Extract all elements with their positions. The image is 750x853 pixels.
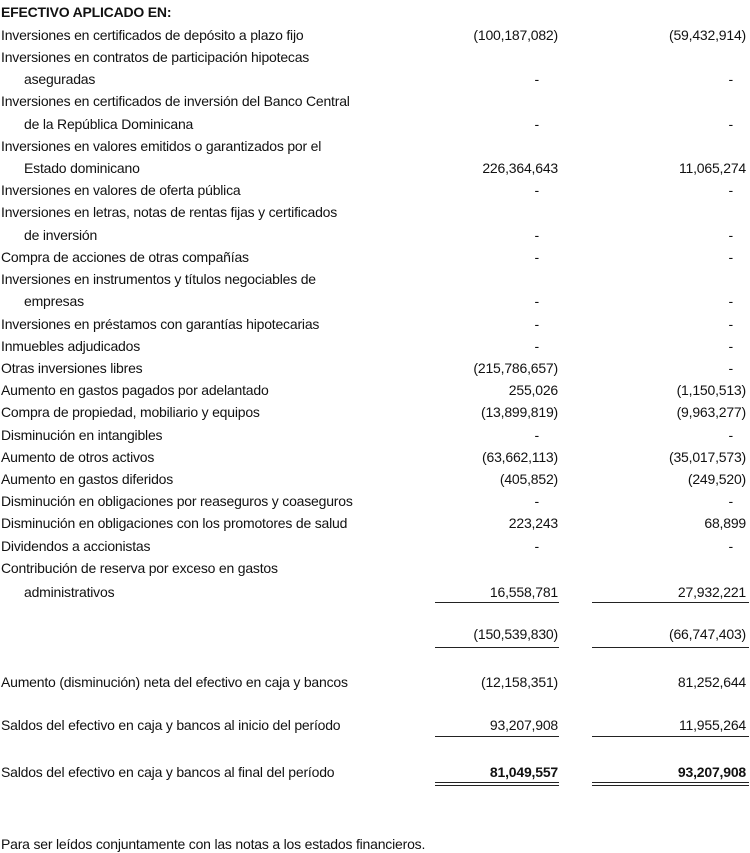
row-label: Disminución en obligaciones por reaseguros y coaseguros [1, 493, 353, 509]
row-label: Disminución en obligaciones con los promotores de salud [1, 515, 348, 531]
underline-current [435, 647, 559, 648]
table-row [0, 382, 750, 404]
value-current: - [534, 427, 539, 443]
table-row [0, 449, 750, 471]
table-row [0, 515, 750, 537]
value-current: (63,662,113) [482, 449, 558, 465]
underline-prior [592, 736, 749, 737]
section-title: EFECTIVO APLICADO EN: [1, 4, 172, 20]
double-underline-current [435, 782, 559, 786]
row-label: Aumento de otros activos [1, 449, 155, 465]
table-row [0, 138, 750, 160]
row-label: empresas [24, 293, 84, 309]
value-current: - [534, 71, 539, 87]
table-row [0, 182, 750, 204]
value-prior: - [728, 338, 733, 354]
value-prior: - [728, 249, 733, 265]
value-current: - [534, 249, 539, 265]
value-prior: (249,520) [687, 471, 746, 487]
row-label: Compra de propiedad, mobiliario y equipos [1, 404, 260, 420]
value-prior: - [728, 227, 733, 243]
row-label: Compra de acciones de otras compañías [1, 249, 249, 265]
row-label: Aumento en gastos pagados por adelantado [1, 382, 269, 398]
subtotal-current: (150,539,830) [473, 626, 558, 642]
double-underline-prior [592, 782, 749, 786]
table-row [0, 71, 750, 93]
net-change-row [0, 674, 750, 696]
value-prior: - [728, 71, 733, 87]
table-row [0, 404, 750, 426]
value-current: (13,899,819) [481, 404, 558, 420]
row-label: Inversiones en contratos de participación hipotecas [1, 49, 310, 65]
value-prior: - [728, 316, 733, 332]
row-label: Inversiones en instrumentos y títulos negociables de [1, 271, 316, 287]
value-prior: - [728, 293, 733, 309]
value-current: 223,243 [508, 515, 558, 531]
table-row [0, 427, 750, 449]
value-current: - [534, 316, 539, 332]
row-label: Inversiones en valores emitidos o garantizados por el [1, 138, 322, 154]
value-current: - [534, 116, 539, 132]
value-prior: (59,432,914) [669, 27, 746, 43]
table-row [0, 93, 750, 115]
table-row [0, 27, 750, 49]
value-current: - [534, 293, 539, 309]
value-prior: - [728, 182, 733, 198]
row-label: Dividendos a accionistas [1, 538, 151, 554]
value-current: (100,187,082) [473, 27, 558, 43]
value-current: (405,852) [499, 471, 558, 487]
row-label: Contribución de reserva por exceso en gastos [1, 560, 278, 576]
footnote: Para ser leídos conjuntamente con las notas a los estados financieros. [1, 836, 426, 852]
value-prior: 93,207,908 [677, 764, 746, 780]
table-row [0, 538, 750, 560]
table-row [0, 471, 750, 493]
value-prior: (1,150,513) [676, 382, 746, 398]
value-prior: 27,932,221 [677, 584, 746, 600]
subtotal-prior: (66,747,403) [669, 626, 746, 642]
value-prior: 11,065,274 [678, 160, 746, 176]
table-row [0, 316, 750, 338]
value-prior: (9,963,277) [676, 404, 746, 420]
value-prior: - [728, 493, 733, 509]
value-current: - [534, 182, 539, 198]
row-label: de inversión [24, 227, 98, 243]
row-label: aseguradas [24, 71, 96, 87]
value-prior: - [728, 538, 733, 554]
table-row [0, 338, 750, 360]
table-row [0, 160, 750, 182]
table-row [0, 249, 750, 271]
underline-current [435, 602, 559, 603]
row-label: Otras inversiones libres [1, 360, 143, 376]
row-label: Inversiones en préstamos con garantías hipotecarias [1, 316, 320, 332]
table-row [0, 271, 750, 293]
row-label: Inversiones en certificados de depósito a plazo fijo [1, 27, 304, 43]
value-current: 16,558,781 [489, 584, 558, 600]
row-label: de la República Dominicana [24, 116, 194, 132]
value-prior: (35,017,573) [669, 449, 746, 465]
value-current: 93,207,908 [489, 717, 558, 733]
value-current: - [534, 338, 539, 354]
value-prior: - [728, 116, 733, 132]
table-row [0, 560, 750, 582]
table-row [0, 293, 750, 315]
row-label: Aumento (disminución) neta del efectivo en caja y bancos [1, 674, 348, 690]
underline-current [435, 736, 559, 737]
value-current: - [534, 227, 539, 243]
row-label: Inversiones en letras, notas de rentas fijas y certificados [1, 204, 338, 220]
value-current: - [534, 538, 539, 554]
row-label: Saldos del efectivo en caja y bancos al inicio del período [1, 717, 341, 733]
table-row [0, 360, 750, 382]
value-prior: - [728, 427, 733, 443]
row-label: administrativos [24, 584, 115, 600]
value-prior: 81,252,644 [677, 674, 746, 690]
row-label: Inmuebles adjudicados [1, 338, 141, 354]
table-row [0, 116, 750, 138]
row-label: Saldos del efectivo en caja y bancos al final del período [1, 764, 335, 780]
value-current: 81,049,557 [489, 764, 558, 780]
row-label: Inversiones en valores de oferta pública [1, 182, 241, 198]
row-label: Disminución en intangibles [1, 427, 163, 443]
value-current: (215,786,657) [473, 360, 558, 376]
row-label: Estado dominicano [24, 160, 140, 176]
value-prior: - [728, 360, 733, 376]
row-label: Inversiones en certificados de inversión del Banco Central [1, 93, 350, 109]
table-row [0, 204, 750, 226]
table-row [0, 493, 750, 515]
value-prior: 11,955,264 [678, 717, 746, 733]
value-current: 255,026 [508, 382, 558, 398]
value-prior: 68,899 [704, 515, 746, 531]
underline-prior [592, 647, 749, 648]
table-row [0, 49, 750, 71]
row-label: Aumento en gastos diferidos [1, 471, 174, 487]
underline-prior [592, 602, 749, 603]
table-row [0, 227, 750, 249]
value-current: - [534, 493, 539, 509]
subtotal-row [0, 626, 750, 648]
value-current: 226,364,643 [482, 160, 558, 176]
value-current: (12,158,351) [481, 674, 558, 690]
